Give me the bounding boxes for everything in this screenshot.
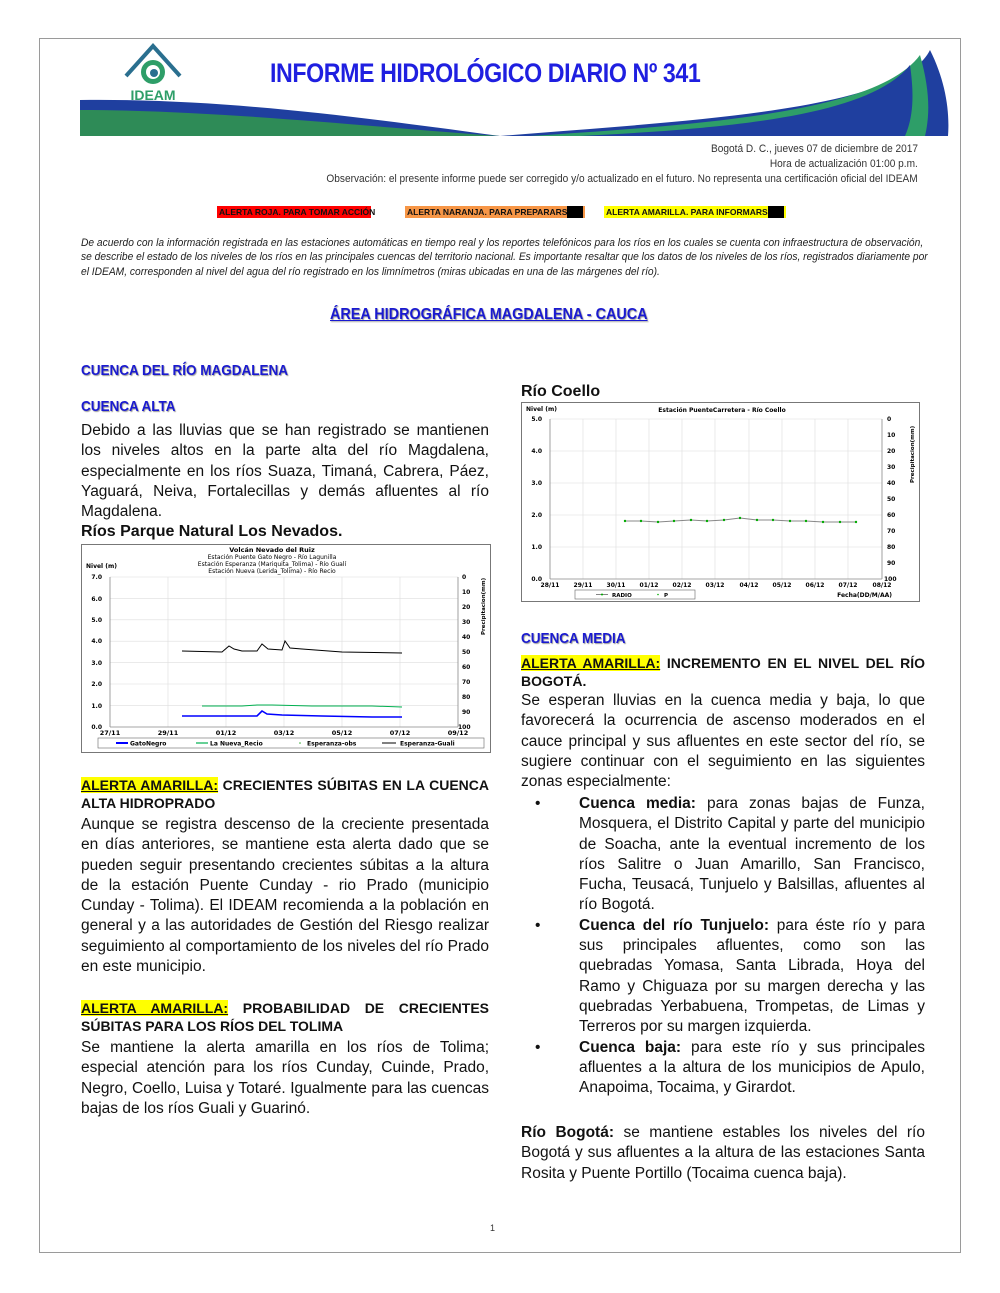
svg-text:30/11: 30/11 (606, 582, 626, 589)
svg-text:4.0: 4.0 (91, 638, 102, 645)
svg-text:0.0: 0.0 (531, 576, 542, 583)
svg-text:07/12: 07/12 (389, 729, 411, 737)
svg-text:7.0: 7.0 (91, 574, 102, 581)
alert-yellow-label: ALERTA AMARILLA: (81, 1000, 229, 1016)
svg-text:28/11: 28/11 (540, 582, 560, 589)
page-number: 1 (490, 1223, 496, 1233)
svg-text:Estación PuenteCarretera - Río: Estación PuenteCarretera - Río Coello (658, 407, 786, 414)
svg-text:03/12: 03/12 (705, 582, 725, 589)
svg-text:40: 40 (462, 634, 471, 641)
svg-text:IDEAM: IDEAM (130, 87, 176, 103)
svg-text:10: 10 (887, 432, 896, 439)
list-item: • Cuenca media: para zonas bajas de Funza, Mosquera, el Distrito Capital y parte del municipio de Soacha, ante la eventual incremento de los ríos Salitre o Juan Amarillo, San Francisco, Fucha, Teusacá, Tunjuelo y Balsillas, afluentes al río Bogotá. (535, 795, 925, 914)
alert-tolima-heading: ALERTA AMARILLA: PROBABILIDAD DE CRECIENTES SÚBITAS PARA LOS RÍOS DEL TOLIMA (81, 1000, 490, 1034)
svg-text:Estación Nueva (Lerida_Tolima): Estación Nueva (Lerida_Tolima) - Río Recio (208, 568, 336, 575)
cuenca-magdalena-heading: CUENCA DEL RÍO MAGDALENA (81, 362, 289, 379)
black-box-icon (768, 206, 784, 218)
svg-text:Volcán Nevado del Ruiz: Volcán Nevado del Ruiz (229, 546, 315, 554)
nevados-title: Ríos Parque Natural Los Nevados. (81, 523, 343, 540)
svg-text:100: 100 (458, 724, 471, 731)
svg-text:RADIO: RADIO (612, 593, 632, 599)
update-time: Hora de actualización 01:00 p.m. (770, 158, 918, 170)
svg-text:60: 60 (887, 512, 896, 519)
svg-text:6.0: 6.0 (91, 596, 102, 603)
observation-note: Observación: el presente informe puede ser corregido y/o actualizado en el futuro. No representa una certificación oficial del IDEAM (326, 173, 918, 185)
svg-text:29/11: 29/11 (573, 582, 593, 589)
svg-text:70: 70 (462, 679, 471, 686)
intro-paragraph: De acuerdo con la información registrada en las estaciones automáticas en tiempo real y los reportes telefónicos para los ríos en los cuales se cuenta con infraestructura de observación, se describe el estado de los niveles de los ríos en las principales cuencas del territorio nacional. Es importante resaltar que los datos de los niveles de los ríos, registrados diariamente por el IDEAM, corresponden al nivel del agua del río registrado en los limnímetros (miras ubicadas en una de las márgenes del río). (81, 237, 928, 278)
svg-text:20: 20 (462, 604, 471, 611)
cuenca-alta-heading: CUENCA ALTA (81, 398, 176, 415)
bullet-icon: • (535, 1038, 541, 1056)
svg-text:08/12: 08/12 (872, 582, 892, 589)
svg-text:1.0: 1.0 (531, 544, 542, 551)
svg-text:Precipitacion(mm): Precipitacion(mm) (481, 577, 487, 635)
svg-text:3.0: 3.0 (91, 660, 102, 667)
bullet-icon: • (535, 795, 541, 812)
alert-bogota-heading: ALERTA AMARILLA: INCREMENTO EN EL NIVEL DEL RÍO BOGOTÁ. (521, 655, 925, 689)
svg-text:Nivel (m): Nivel (m) (86, 563, 117, 570)
svg-text:5.0: 5.0 (531, 416, 542, 423)
svg-text:1.0: 1.0 (91, 703, 102, 710)
zones-list (521, 794, 925, 1098)
svg-text:Esperanza-obs: Esperanza-obs (307, 740, 357, 748)
bullet-icon: • (535, 916, 541, 934)
alert-yellow-label: ALERTA AMARILLA: (521, 655, 661, 671)
svg-text:30: 30 (462, 619, 471, 626)
svg-text:2.0: 2.0 (531, 512, 542, 519)
svg-text:50: 50 (887, 496, 896, 503)
cuenca-media-heading: CUENCA MEDIA (521, 630, 626, 647)
alert-prado-heading: ALERTA AMARILLA: CRECIENTES SÚBITAS EN LA CUENCA ALTA HIDROPRADO (81, 777, 490, 811)
ideam-logo-icon (118, 42, 188, 104)
list-item: • Cuenca baja: para este río y sus principales afluentes a la altura de los municipios de Apulo, Anapoima, Tocaima, y Girardot. (535, 1038, 925, 1097)
svg-text:06/12: 06/12 (805, 582, 825, 589)
chart-nevado-ruiz (81, 544, 491, 753)
black-box-icon (567, 206, 583, 218)
svg-text:Nivel (m): Nivel (m) (526, 406, 557, 413)
svg-text:29/11: 29/11 (157, 729, 179, 737)
svg-text:P: P (664, 593, 669, 599)
svg-text:90: 90 (887, 560, 896, 567)
ideam-logo (118, 42, 188, 104)
list-item: • Cuenca del río Tunjuelo: para éste río y para sus principales afluentes, como son las quebradas Yomasa, Santa Librada, Hoya del Ramo y Chiguaza por su margen derecha y las quebradas Yerbabuena, Trompetas, de Limas y Terreros por su margen izquierda. (535, 916, 925, 1036)
alert-prado-text: Aunque se registra descenso de la creciente presentada en días anteriores, se mantiene esta alerta dado que se pueden seguir presentando crecientes súbitas a la altura de la estación Puente Cunday - rio Prado (municipio Cunday - Tolima). El IDEAM recomienda a la población en general y a las autoridades de Gestión del Riesgo realizar seguimiento al comportamiento de los niveles del río Prado en este municipio. (81, 816, 489, 976)
report-title: INFORME HIDROLÓGICO DIARIO Nº 341 (270, 58, 701, 88)
svg-text:5.0: 5.0 (91, 617, 102, 624)
date-line: Bogotá D. C., jueves 07 de diciembre de 2017 (710, 143, 918, 155)
svg-text:04/12: 04/12 (739, 582, 759, 589)
svg-text:09/12: 09/12 (447, 729, 469, 737)
svg-text:05/12: 05/12 (772, 582, 792, 589)
area-title: ÁREA HIDROGRÁFICA MAGDALENA - CAUCA (330, 306, 648, 323)
svg-text:2.0: 2.0 (91, 681, 102, 688)
svg-text:0: 0 (462, 574, 467, 581)
svg-text:Estación Puente Gato Negro - R: Estación Puente Gato Negro - Río Lagunilla (207, 554, 337, 561)
svg-text:40: 40 (887, 480, 896, 487)
svg-text:0: 0 (887, 416, 892, 423)
svg-text:3.0: 3.0 (531, 480, 542, 487)
chart-legend (575, 590, 695, 599)
svg-text:100: 100 (884, 576, 897, 583)
svg-text:0.0: 0.0 (91, 724, 102, 731)
alert-bogota-text: Se esperan lluvias en la cuenca media y baja, lo que favorecerá la ocurrencia de ascenso moderados en el cauce principal y sus afluentes en este sector del río, se sugiere continuar con el seguimiento en las siguientes zonas especialmente: (521, 692, 925, 791)
svg-text:GatoNegro: GatoNegro (130, 740, 167, 748)
coello-title: Río Coello (521, 383, 601, 400)
svg-text:50: 50 (462, 649, 471, 656)
svg-text:Fecha(DD/M/AA): Fecha(DD/M/AA) (837, 592, 892, 599)
svg-text:80: 80 (462, 694, 471, 701)
svg-text:02/12: 02/12 (672, 582, 692, 589)
svg-text:La Nueva_Recio: La Nueva_Recio (210, 740, 263, 748)
chart-rio-coello (521, 402, 920, 602)
svg-text:01/12: 01/12 (639, 582, 659, 589)
svg-text:05/12: 05/12 (331, 729, 353, 737)
svg-text:80: 80 (887, 544, 896, 551)
svg-text:20: 20 (887, 448, 896, 455)
svg-text:Precipitacion(mm): Precipitacion(mm) (910, 425, 916, 483)
svg-text:07/12: 07/12 (838, 582, 858, 589)
svg-text:10: 10 (462, 589, 471, 596)
svg-text:03/12: 03/12 (273, 729, 295, 737)
svg-text:Estación Esperanza (Mariquita_: Estación Esperanza (Mariquita_Tolima) - Río Gualí (197, 561, 347, 568)
svg-text:30: 30 (887, 464, 896, 471)
chart-nevado-ruiz-plot (82, 545, 490, 752)
alert-tolima-text: Se mantiene la alerta amarilla en los ríos de Tolima; especial atención para los ríos Cunday, Cuinde, Prado, Negro, Coello, Luisa y Totaré. Igualmente para las cuencas bajas de los ríos Guali y Guarinó. (81, 1039, 489, 1117)
svg-text:4.0: 4.0 (531, 448, 542, 455)
svg-text:60: 60 (462, 664, 471, 671)
svg-text:01/12: 01/12 (215, 729, 237, 737)
cuenca-alta-text: Debido a las lluvias que se han registrado se mantienen los niveles altos en la parte alta del río Magdalena, especialmente en los ríos Suaza, Timaná, Cabrera, Páez, Yaguará, Neiva, Fortalecillas y demás afluentes al río Magdalena. (81, 422, 489, 521)
svg-text:70: 70 (887, 528, 896, 535)
svg-text:Esperanza-Guali: Esperanza-Guali (400, 740, 455, 748)
svg-text:90: 90 (462, 709, 471, 716)
svg-text:27/11: 27/11 (99, 729, 121, 737)
alert-yellow-label: ALERTA AMARILLA: (81, 777, 219, 793)
chart-rio-coello-plot (522, 403, 919, 601)
rio-bogota-text: Río Bogotá: se mantiene estables los niveles del río Bogotá y sus afluentes a la altura de las estaciones Santa Rosita y Puente Portillo (Tocaima cuenca baja). (521, 1124, 925, 1182)
